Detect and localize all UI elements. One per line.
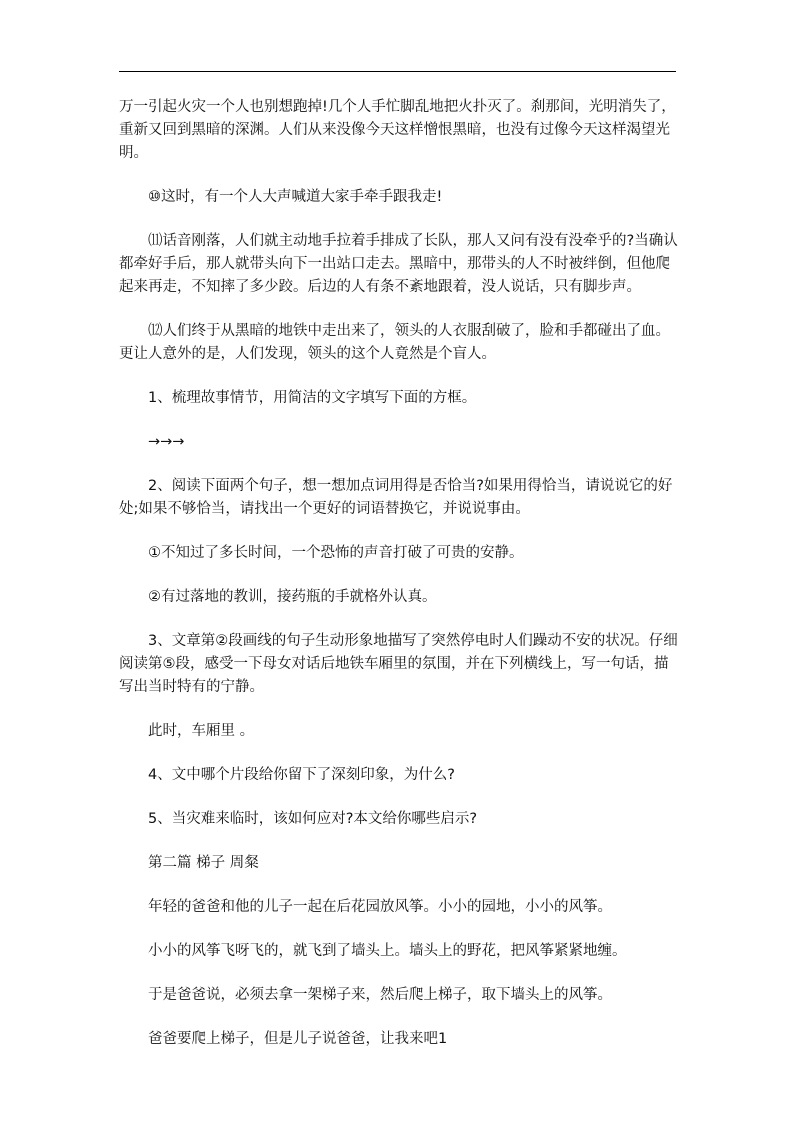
sentence-item: ①不知过了多长时间，一个恐怖的声音打破了可贵的安静。 — [148, 545, 524, 561]
paragraph: 于是爸爸说，必须去拿一架梯子来，然后爬上梯子，取下墙头上的风筝。 — [148, 987, 612, 1003]
question: 4、文中哪个片段给你留下了深刻印象，为什么? — [148, 767, 455, 783]
sentence-item: ②有过落地的教训，接药瓶的手就格外认真。 — [148, 589, 437, 605]
question: 1、梳理故事情节，用简洁的文字填写下面的方框。 — [148, 390, 477, 406]
header-rule — [119, 71, 676, 72]
paragraph: ⑩这时，有一个人大声喊道大家手牵手跟我走! — [148, 189, 443, 205]
paragraph: 小小的风筝飞呀飞的，就飞到了墙头上。墙头上的野花，把风筝紧紧地缠。 — [148, 943, 627, 959]
fill-blank-line: 此时，车厢里 。 — [148, 723, 255, 739]
paragraph: 年轻的爸爸和他的儿子一起在后花园放风筝。小小的园地，小小的风筝。 — [148, 899, 612, 915]
answer-arrows: →→→ — [148, 434, 185, 450]
question: 2、阅读下面两个句子，想一想加点词用得是否恰当?如果用得恰当，请说说它的好处;如果不够恰当，请找出一个更好的词语替换它，并说说事由。 — [119, 478, 673, 517]
question: 3、文章第②段画线的句子生动形象地描写了突然停电时人们躁动不安的状况。仔细阅读第⑤段，感受一下母女对话后地铁车厢里的氛围，并在下列横线上，写一句话，描写出当时特有的宁静。 — [119, 633, 678, 695]
section-title: 第二篇 梯子 周粲 — [148, 855, 259, 871]
paragraph: 万一引起火灾一个人也别想跑掉!几个人手忙脚乱地把火扑灭了。刹那间，光明消失了，重新又回到黑暗的深渊。人们从来没像今天这样憎恨黑暗，也没有过像今天这样渴望光明。 — [119, 99, 676, 161]
paragraph: ⑾话音刚落，人们就主动地手拉着手排成了长队，那人又问有没有没牵乎的?当确认都牵好手后，那人就带头向下一出站口走去。黑暗中，那带头的人不时被绊倒，但他爬起来再走，不知摔了多少跤。后边的人有条不紊地跟着，没人说话，只有脚步声。 — [119, 233, 678, 295]
question: 5、当灾难来临时，该如何应对?本文给你哪些启示? — [148, 811, 478, 827]
paragraph: 爸爸要爬上梯子，但是儿子说爸爸，让我来吧1 — [148, 1031, 448, 1047]
paragraph: ⑿人们终于从黑暗的地铁中走出来了，领头的人衣服刮破了，脸和手都碰出了血。更让人意外的是，人们发现，领头的这个人竟然是个盲人。 — [119, 323, 670, 362]
document-body — [119, 96, 679, 1072]
